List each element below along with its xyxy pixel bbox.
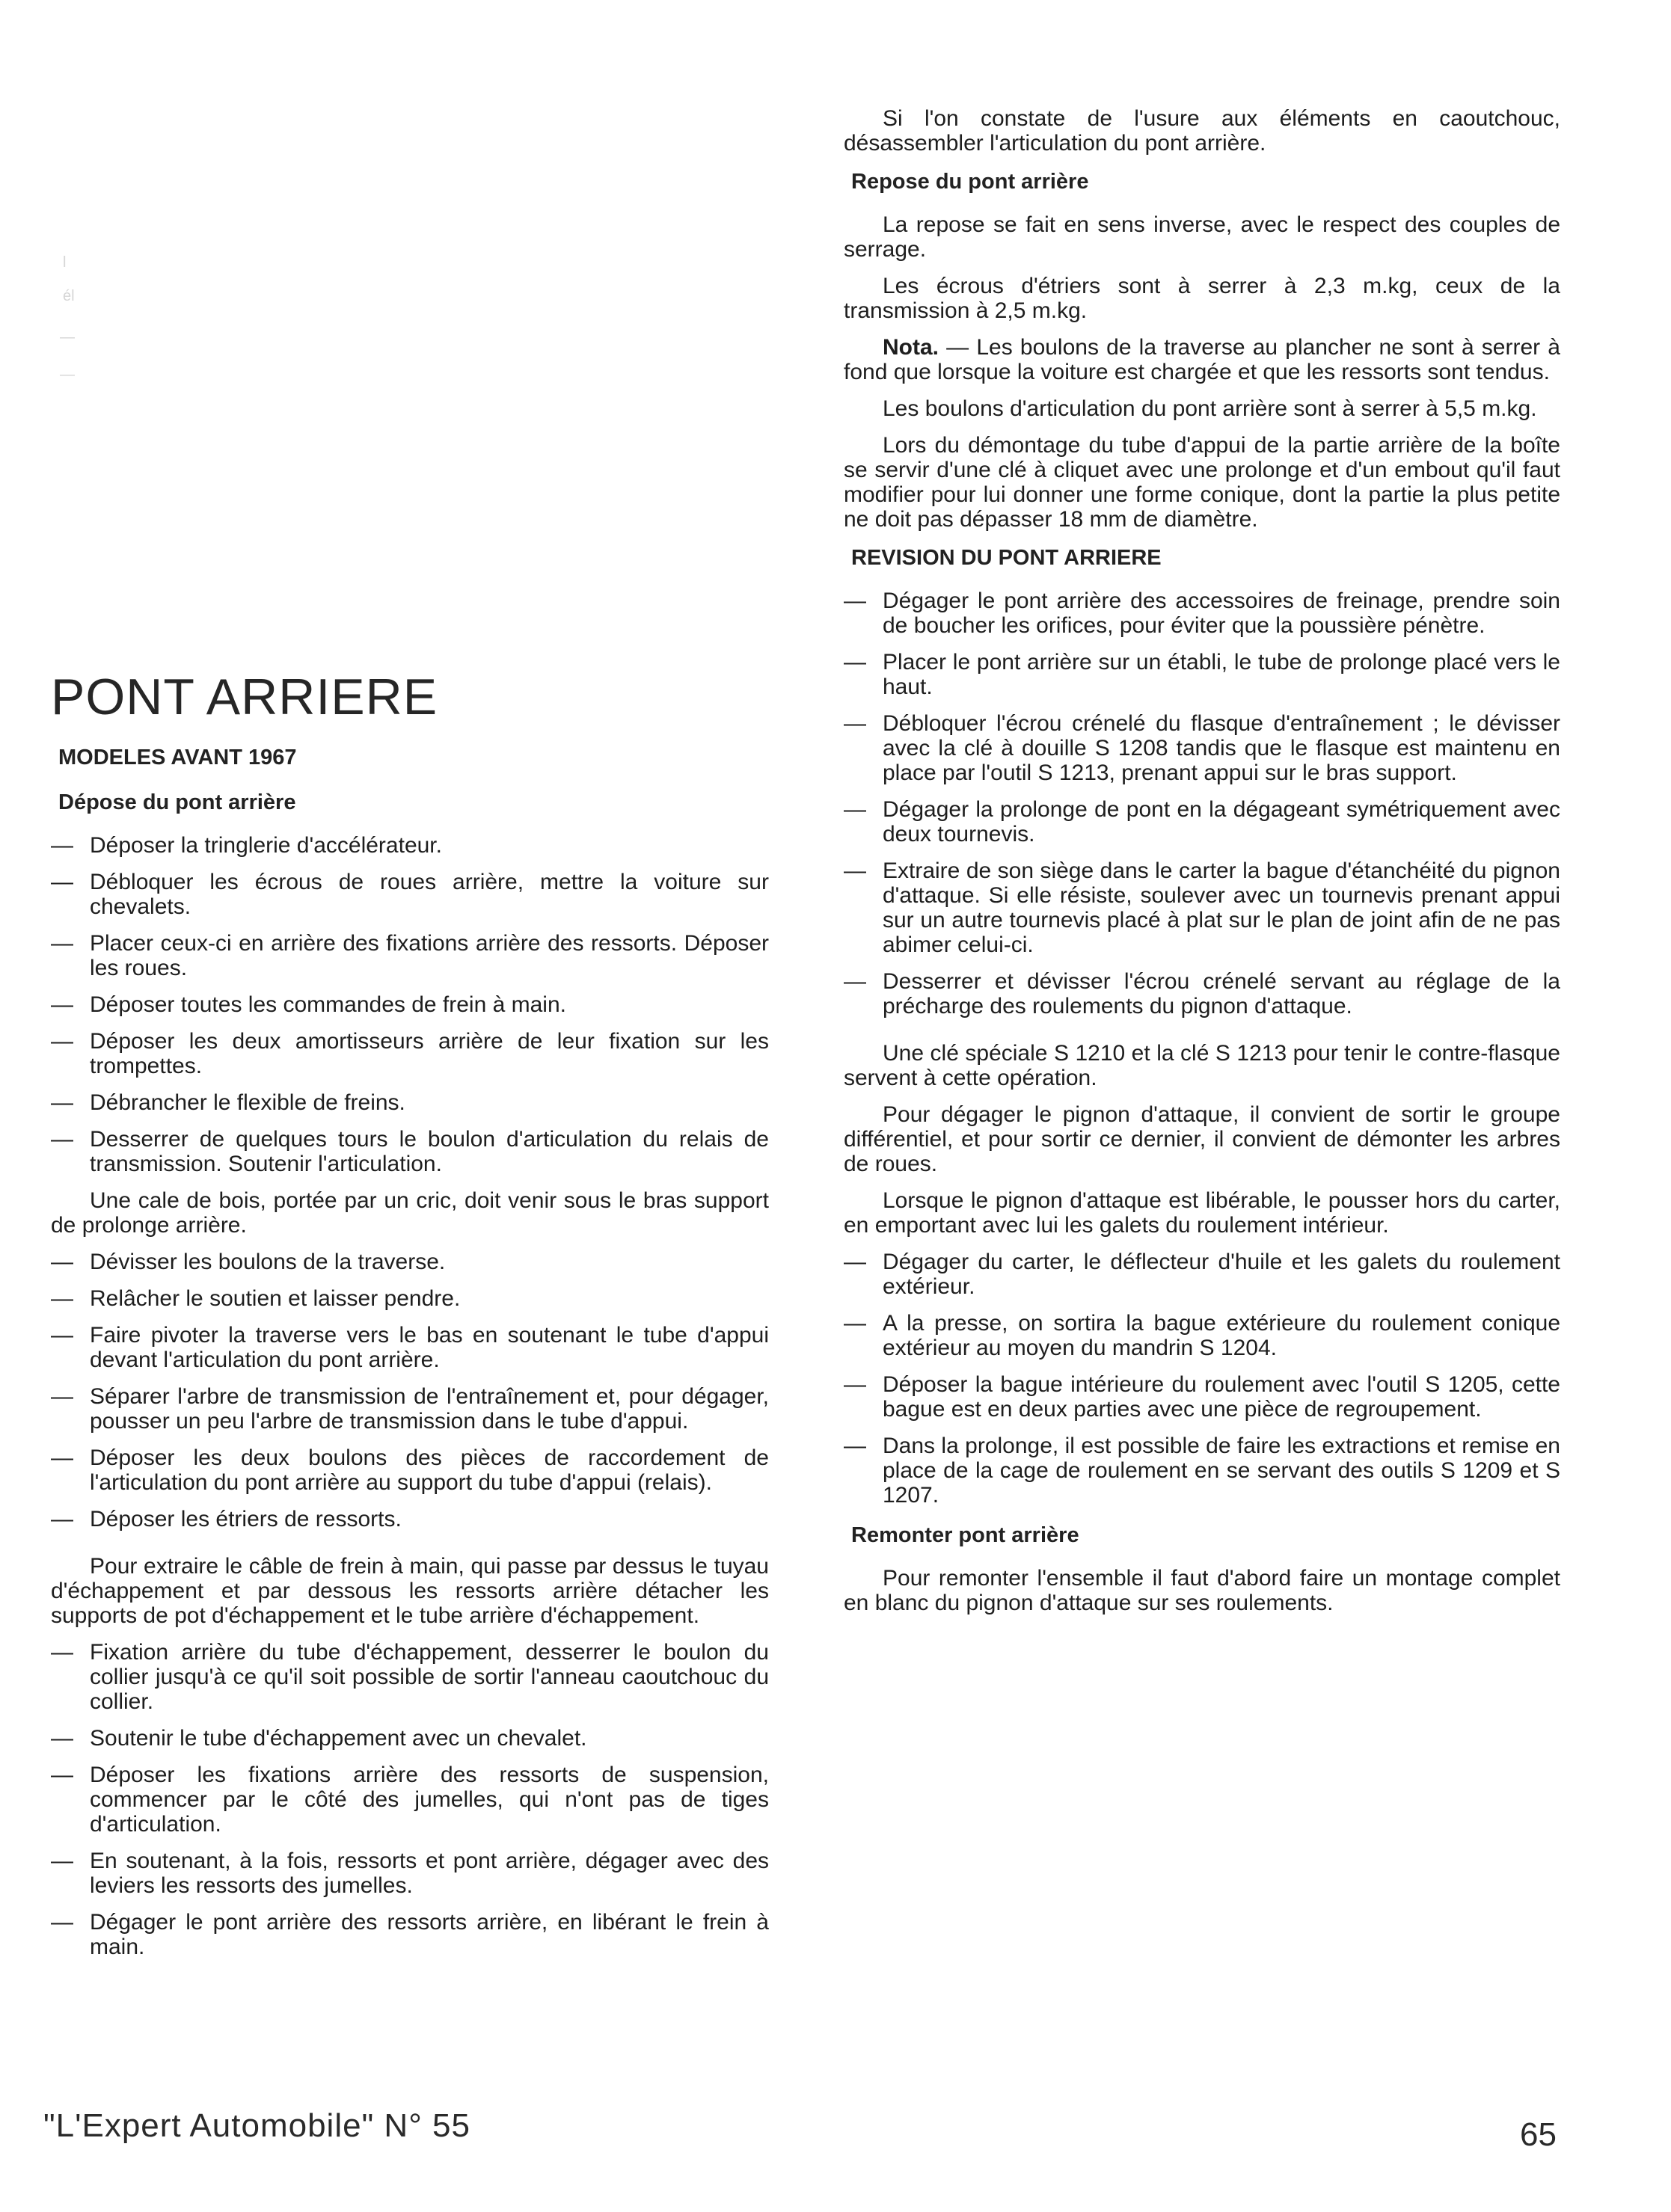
list-item: — Déposer toutes les commandes de frein à main. <box>51 992 566 1017</box>
nota-label: Nota. <box>883 334 939 360</box>
list-item: — Déposer les deux amortisseurs arrière de leur fixation sur les trompettes. <box>51 1028 769 1078</box>
right-column <box>844 106 1560 1627</box>
list-item: — Déposer la bague intérieure du roulement avec l'outil S 1205, cette bague est en deux parties avec une pièce de regroupement. <box>844 1371 1560 1422</box>
list-item: — Séparer l'arbre de transmission de l'entraînement et, pour dégager, pousser un peu l'arbre de transmission dans le tube d'appui. <box>51 1383 769 1434</box>
paragraph: Lors du démontage du tube d'appui de la partie arrière de la boîte se servir d'une clé à cliquet avec une prolonge et d'un embout qu'il faut modifier pour lui donner une forme conique, dont la partie la plus petite ne doit pas dépasser 18 mm de diamètre. <box>844 432 1560 532</box>
list-item: — Dégager le pont arrière des ressorts arrière, en libérant le frein à main. <box>51 1909 769 1959</box>
list-depose-a <box>51 833 769 1176</box>
list-item: — Relâcher le soutien et laisser pendre. <box>51 1285 461 1311</box>
chapter-title: PONT ARRIERE <box>51 669 438 725</box>
show-through-marks: — <box>60 366 75 383</box>
list-item: — Débloquer l'écrou crénelé du flasque d'entraînement ; le dévisser avec la clé à douille S 1208 tandis que le flasque est maintenu en place par l'outil S 1213, prenant appui sur le bras support. <box>844 710 1560 785</box>
section-heading-repose: Repose du pont arrière <box>851 170 1089 194</box>
list-revision-b <box>844 1250 1560 1508</box>
subtitle: MODELES AVANT 1967 <box>58 745 297 769</box>
list-item: — Déposer la tringlerie d'accélérateur. <box>51 832 442 858</box>
paragraph: Pour extraire le câble de frein à main, qui passe par dessus le tuyau d'échappement et par dessous les ressorts arrière détacher les supports de pot d'échappement et le tube arrière d'échappement. <box>51 1553 769 1628</box>
paragraph: Les boulons d'articulation du pont arrière sont à serrer à 5,5 m.kg. <box>883 396 1537 421</box>
paragraph: Pour dégager le pignon d'attaque, il convient de sortir le groupe différentiel, et pour sortir ce dernier, il convient de démonter les arbres de roues. <box>844 1102 1560 1176</box>
list-item: — Dégager le pont arrière des accessoires de freinage, prendre soin de boucher les orifices, pour éviter que la poussière pénètre. <box>844 588 1560 638</box>
list-item: — Faire pivoter la traverse vers le bas en soutenant le tube d'appui devant l'articulation du pont arrière. <box>51 1322 769 1372</box>
list-item: — Desserrer et dévisser l'écrou crénelé servant au réglage de la précharge des roulements du pignon d'attaque. <box>844 968 1560 1019</box>
list-item: — En soutenant, à la fois, ressorts et pont arrière, dégager avec des leviers les ressorts des jumelles. <box>51 1848 769 1898</box>
paragraph: Lorsque le pignon d'attaque est libérable, le pousser hors du carter, en emportant avec lui les galets du roulement intérieur. <box>844 1188 1560 1238</box>
publication-footer: "L'Expert Automobile" N° 55 <box>43 2107 470 2144</box>
list-item: — Placer ceux-ci en arrière des fixations arrière des ressorts. Déposer les roues. <box>51 930 769 980</box>
section-heading-depose: Dépose du pont arrière <box>58 790 296 814</box>
page-number: 65 <box>1520 2116 1557 2153</box>
list-item: — Extraire de son siège dans le carter la bague d'étanchéité du pignon d'attaque. Si elle résiste, soulever avec un tournevis prenant appui sur un autre tournevis placé à plat sur le plan de joint afin de ne pas abimer celui-ci. <box>844 858 1560 957</box>
list-item: — Débrancher le flexible de freins. <box>51 1090 405 1115</box>
paragraph: Si l'on constate de l'usure aux éléments en caoutchouc, désassembler l'articulation du pont arrière. <box>844 106 1560 156</box>
list-item: — Dévisser les boulons de la traverse. <box>51 1249 446 1274</box>
list-item: — Desserrer de quelques tours le boulon d'articulation du relais de transmission. Soutenir l'articulation. <box>51 1126 769 1176</box>
list-item: — Placer le pont arrière sur un établi, le tube de prolonge placé vers le haut. <box>844 649 1560 699</box>
section-heading-remonter: Remonter pont arrière <box>851 1523 1079 1547</box>
list-item: — Dans la prolonge, il est possible de faire les extractions et remise en place de la cage de roulement en se servant des outils S 1209 et S 1207. <box>844 1433 1560 1508</box>
list-depose-c <box>51 1640 769 1959</box>
show-through-marks: l <box>63 254 67 271</box>
list-item: — Soutenir le tube d'échappement avec un chevalet. <box>51 1725 587 1751</box>
list-item: — Déposer les étriers de ressorts. <box>51 1506 402 1531</box>
paragraph: Pour remonter l'ensemble il faut d'abord faire un montage complet en blanc du pignon d'attaque sur ses roulements. <box>844 1565 1560 1615</box>
list-revision <box>844 589 1560 1019</box>
list-item: — Fixation arrière du tube d'échappement, desserrer le boulon du collier jusqu'à ce qu'il soit possible de sortir l'anneau caoutchouc du collier. <box>51 1639 769 1714</box>
show-through-marks: — <box>60 329 75 345</box>
list-item: — Déposer les fixations arrière des ressorts de suspension, commencer par le côté des jumelles, qui n'ont pas de tiges d'articulation. <box>51 1762 769 1837</box>
paragraph: Une cale de bois, portée par un cric, doit venir sous le bras support de prolonge arrière. <box>51 1188 769 1238</box>
section-heading-revision: REVISION DU PONT ARRIERE <box>851 545 1162 570</box>
list-item: — Débloquer les écrous de roues arrière, mettre la voiture sur chevalets. <box>51 869 769 919</box>
show-through-marks: él <box>63 288 75 304</box>
paragraph: La repose se fait en sens inverse, avec le respect des couples de serrage. <box>844 212 1560 262</box>
list-item: — Dégager la prolonge de pont en la dégageant symétriquement avec deux tournevis. <box>844 796 1560 847</box>
left-column <box>51 669 769 1971</box>
list-depose-b <box>51 1250 769 1531</box>
list-item: — Déposer les deux boulons des pièces de raccordement de l'articulation du pont arrière au support du tube d'appui (relais). <box>51 1445 769 1495</box>
list-item: — Dégager du carter, le déflecteur d'huile et les galets du roulement extérieur. <box>844 1249 1560 1299</box>
nota-paragraph: Nota. — Les boulons de la traverse au plancher ne sont à serrer à fond que lorsque la voiture est chargée et que les ressorts sont tendus. <box>844 334 1560 384</box>
paragraph: Une clé spéciale S 1210 et la clé S 1213 pour tenir le contre-flasque servent à cette opération. <box>844 1040 1560 1090</box>
paragraph: Les écrous d'étriers sont à serrer à 2,3 m.kg, ceux de la transmission à 2,5 m.kg. <box>844 273 1560 323</box>
list-item: — A la presse, on sortira la bague extérieure du roulement conique extérieur au moyen du mandrin S 1204. <box>844 1310 1560 1360</box>
